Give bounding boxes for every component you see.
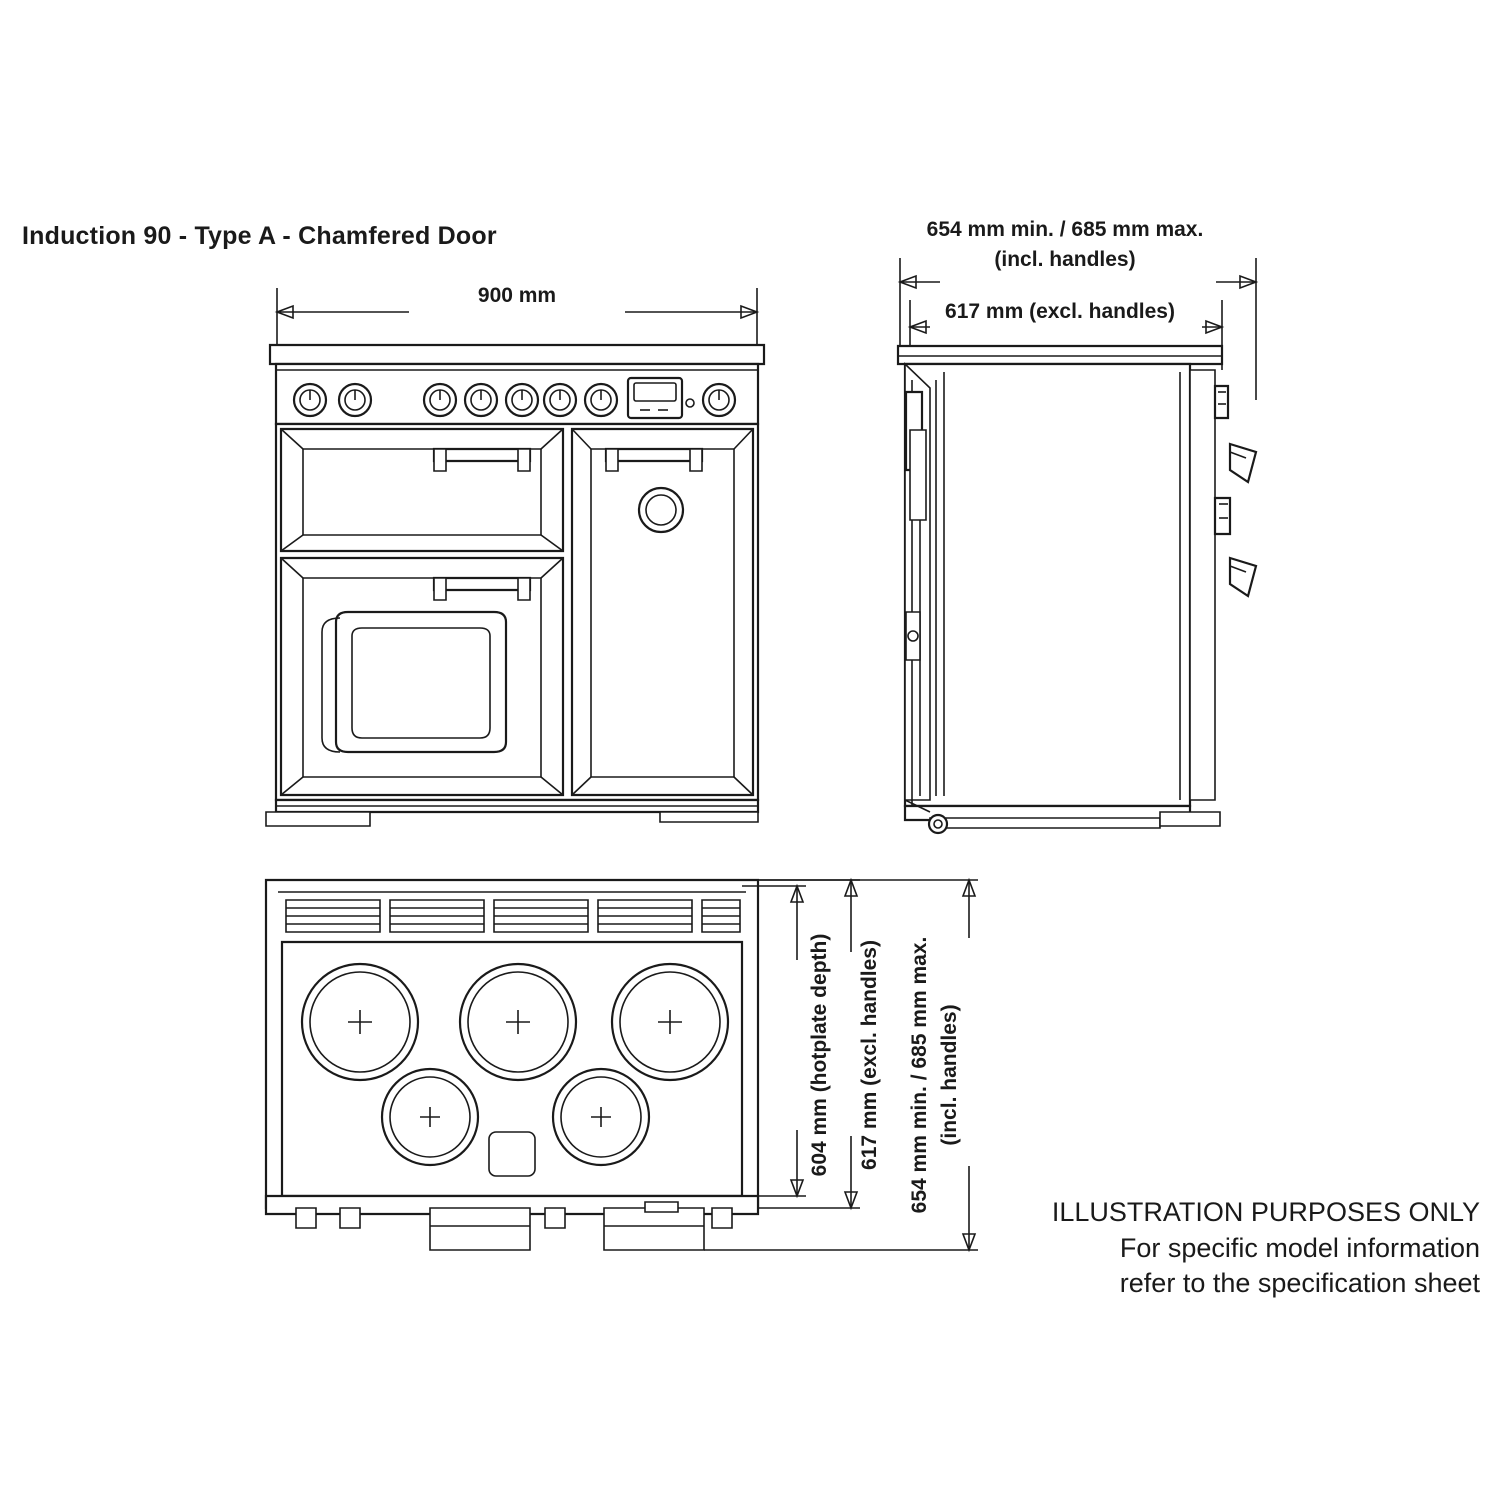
- illustration-note-line2: For specific model information: [1119, 1232, 1480, 1263]
- side-overall-label-line2: (incl. handles): [994, 248, 1136, 271]
- top-left-oven-door[interactable]: [281, 429, 563, 551]
- page-title: Induction 90 - Type A - Chamfered Door: [22, 222, 497, 250]
- clock-display: [628, 378, 682, 418]
- right-oven-door[interactable]: [572, 429, 753, 795]
- top-excl-handles-label: 617 mm (excl. handles): [858, 940, 881, 1170]
- side-excl-handles-label: 617 mm (excl. handles): [945, 300, 1175, 323]
- side-elevation-group: [898, 258, 1256, 833]
- plan-view-group: [266, 880, 978, 1250]
- top-incl-handles-label-line2: (incl. handles): [938, 1004, 961, 1146]
- side-overall-label-line1: 654 mm min. / 685 mm max.: [926, 218, 1204, 241]
- illustration-note-line3: refer to the specification sheet: [1119, 1268, 1480, 1299]
- illustration-note-line1: ILLUSTRATION PURPOSES ONLY: [1051, 1197, 1480, 1227]
- top-incl-handles-label-line1: 654 mm min. / 685 mm max.: [908, 936, 931, 1214]
- bottom-left-oven-door[interactable]: [281, 558, 563, 795]
- front-width-label: 900 mm: [477, 284, 557, 307]
- top-hotplate-depth-label: 604 mm (hotplate depth): [808, 933, 831, 1177]
- front-elevation-group: [266, 288, 764, 826]
